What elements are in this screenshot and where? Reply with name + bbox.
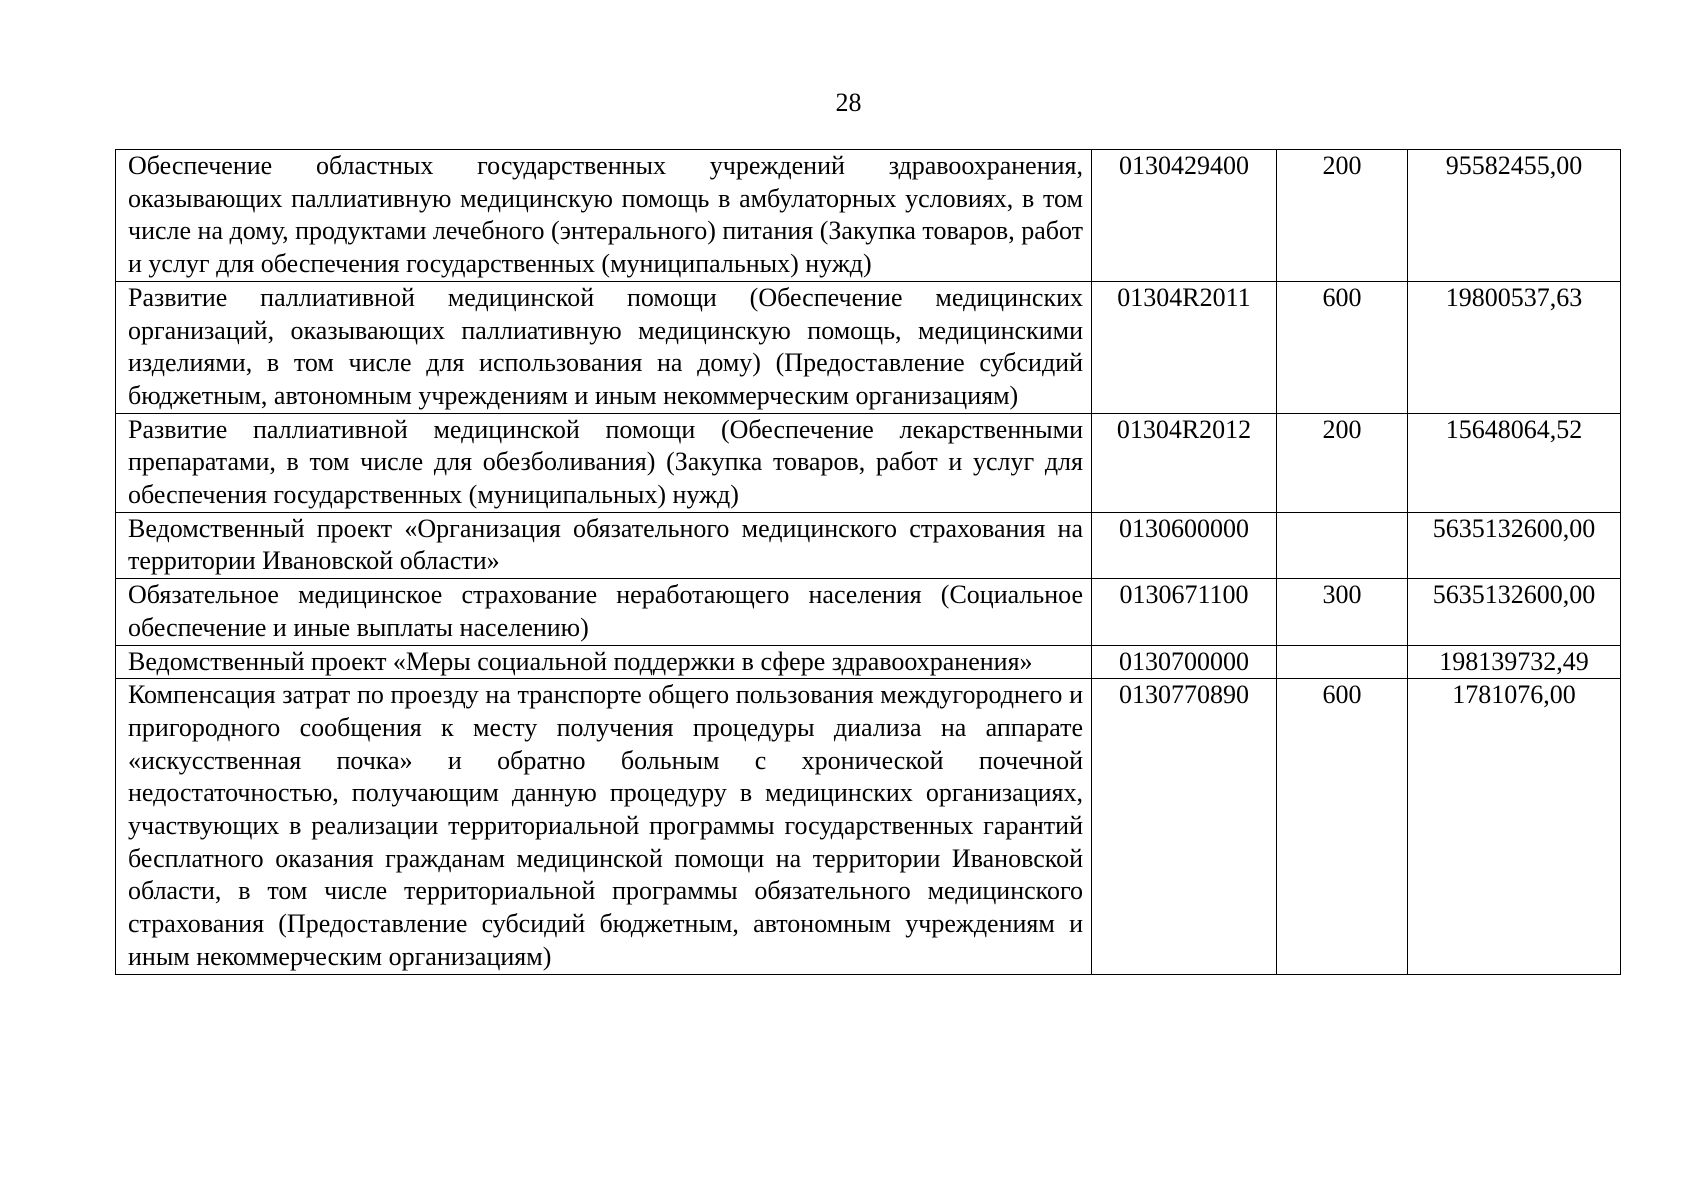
row-amount: 5635132600,00: [1408, 579, 1621, 645]
row-target-code: 0130770890: [1092, 679, 1277, 974]
row-expense-kind: [1277, 512, 1408, 578]
table-row: [116, 512, 1621, 578]
table-row: [116, 150, 1621, 282]
row-target-code: 01304R2011: [1092, 281, 1277, 413]
row-amount: 95582455,00: [1408, 150, 1621, 282]
table-row: [116, 413, 1621, 512]
row-description: Обязательное медицинское страхование неработающего населения (Социальное обеспечение и иные выплаты населению): [116, 579, 1092, 645]
row-description: Ведомственный проект «Меры социальной поддержки в сфере здравоохранения»: [116, 645, 1092, 679]
table-row: [116, 579, 1621, 645]
table-row: [116, 679, 1621, 974]
page-number: 28: [835, 88, 862, 117]
row-description: Обеспечение областных государственных учреждений здравоохранения, оказывающих паллиативную медицинскую помощь в амбулаторных условиях, в том числе на дому, продуктами лечебного (энтерального) питания (Закупка товаров, работ и услуг для обеспечения государственных (муниципальных) нужд): [116, 150, 1092, 282]
row-expense-kind: [1277, 645, 1408, 679]
row-description: Компенсация затрат по проезду на транспорте общего пользования междугороднего и пригородного сообщения к месту получения процедуры диализа на аппарате «искусственная почка» и обратно больным с хронической почечной недостаточностью, получающим данную процедуру в медицинских организациях, участвующих в реализации территориальной программы государственных гарантий бесплатного оказания гражданам медицинской помощи на территории Ивановской области, в том числе территориальной программы обязательного медицинского страхования (Предоставление субсидий бюджетным, автономным учреждениям и иным некоммерческим организациям): [116, 679, 1092, 974]
budget-table: [115, 149, 1621, 975]
row-description: Развитие паллиативной медицинской помощи (Обеспечение медицинских организаций, оказывающих паллиативную медицинскую помощь, медицинскими изделиями, в том числе для использования на дому) (Предоставление субсидий бюджетным, автономным учреждениям и иным некоммерческим организациям): [116, 281, 1092, 413]
table-row: [116, 281, 1621, 413]
row-target-code: 0130429400: [1092, 150, 1277, 282]
row-expense-kind: 600: [1277, 281, 1408, 413]
row-target-code: 01304R2012: [1092, 413, 1277, 512]
row-expense-kind: 200: [1277, 150, 1408, 282]
row-expense-kind: 300: [1277, 579, 1408, 645]
row-description: Ведомственный проект «Организация обязательного медицинского страхования на территории Ивановской области»: [116, 512, 1092, 578]
row-target-code: 0130671100: [1092, 579, 1277, 645]
row-amount: 198139732,49: [1408, 645, 1621, 679]
row-amount: 15648064,52: [1408, 413, 1621, 512]
row-target-code: 0130700000: [1092, 645, 1277, 679]
row-amount: 1781076,00: [1408, 679, 1621, 974]
row-description: Развитие паллиативной медицинской помощи (Обеспечение лекарственными препаратами, в том числе для обезболивания) (Закупка товаров, работ и услуг для обеспечения государственных (муниципальных) нужд): [116, 413, 1092, 512]
row-amount: 19800537,63: [1408, 281, 1621, 413]
table-row: [116, 645, 1621, 679]
row-amount: 5635132600,00: [1408, 512, 1621, 578]
row-expense-kind: 200: [1277, 413, 1408, 512]
row-expense-kind: 600: [1277, 679, 1408, 974]
row-target-code: 0130600000: [1092, 512, 1277, 578]
